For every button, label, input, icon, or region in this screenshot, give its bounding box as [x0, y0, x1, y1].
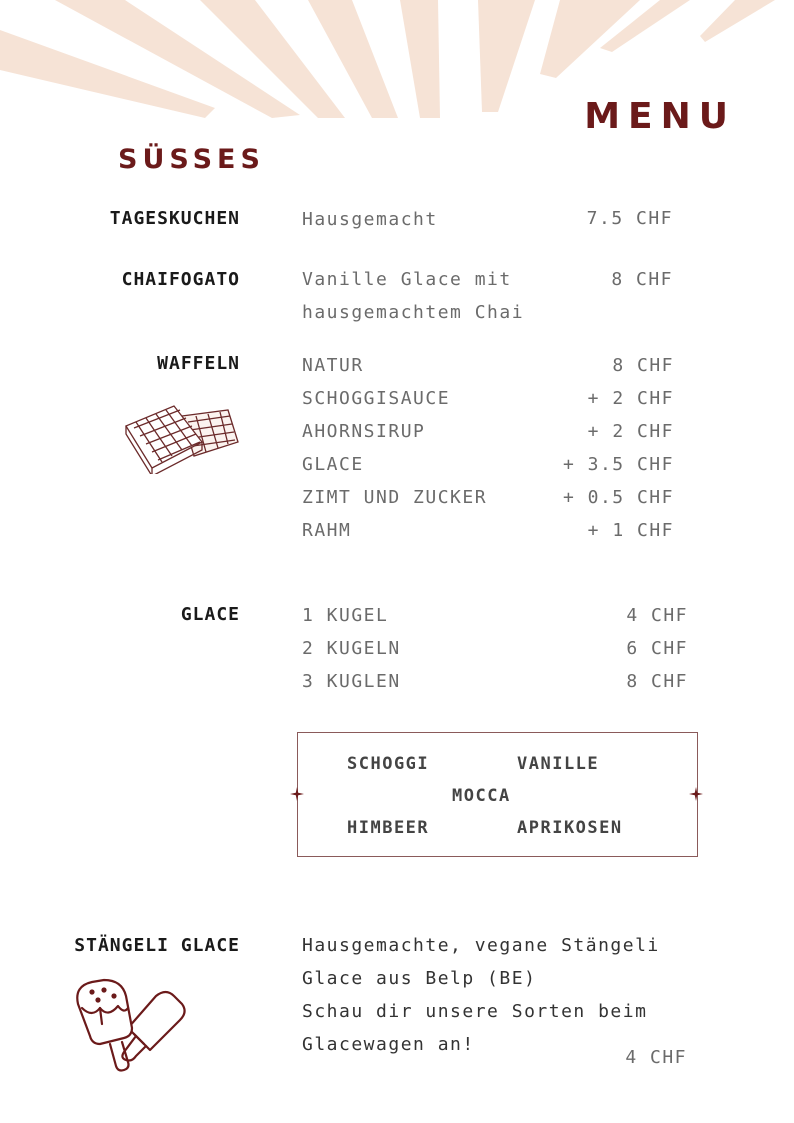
sparkle-icon	[689, 787, 703, 801]
menu-title: MENU	[584, 96, 736, 137]
flavor-item: VANILLE	[517, 754, 600, 774]
option-label: SCHOGGISAUCE	[302, 388, 451, 409]
flavor-item: APRIKOSEN	[517, 818, 623, 838]
option-label: ZIMT UND ZUCKER	[302, 487, 488, 508]
waffeln-option	[302, 355, 674, 388]
sparkle-icon	[290, 787, 304, 801]
option-label: 2 KUGELN	[302, 638, 401, 659]
category-chaifogato: CHAIFOGATO	[121, 269, 240, 290]
option-label: RAHM	[302, 520, 352, 541]
option-price: + 0.5 CHF	[562, 487, 674, 508]
waffeln-option	[302, 421, 674, 454]
staengeli-description-line: Hausgemachte, vegane Stängeli	[302, 935, 660, 956]
staengeli-description-line: Schau dir unsere Sorten beim	[302, 1001, 648, 1022]
chaifogato-price: 8 CHF	[611, 269, 673, 290]
waffeln-option	[302, 454, 674, 487]
option-price: 8 CHF	[612, 355, 674, 376]
option-label: 1 KUGEL	[302, 605, 389, 626]
category-staengeli-glace: STÄNGELI GLACE	[74, 935, 240, 956]
staengeli-description-line: Glace aus Belp (BE)	[302, 968, 537, 989]
option-price: + 2 CHF	[587, 421, 674, 442]
option-price: + 2 CHF	[587, 388, 674, 409]
glace-option	[302, 605, 688, 638]
option-price: 4 CHF	[626, 605, 688, 626]
option-label: GLACE	[302, 454, 364, 475]
staengeli-price: 4 CHF	[625, 1047, 687, 1068]
flavor-item: SCHOGGI	[347, 754, 430, 774]
option-label: 3 KUGLEN	[302, 671, 401, 692]
waffeln-option	[302, 388, 674, 421]
chaifogato-description-line1: Vanille Glace mit	[302, 269, 512, 290]
glace-option	[302, 671, 688, 704]
popsicle-icon	[70, 978, 188, 1074]
waffle-icon	[122, 402, 242, 474]
flavor-item: MOCCA	[452, 786, 511, 806]
glace-option	[302, 638, 688, 671]
tageskuchen-description: Hausgemacht	[302, 209, 438, 230]
chaifogato-description-line2: hausgemachtem Chai	[302, 302, 525, 323]
flavor-box	[297, 732, 698, 857]
flavor-item: HIMBEER	[347, 818, 430, 838]
option-price: 8 CHF	[626, 671, 688, 692]
category-tageskuchen: TAGESKUCHEN	[109, 208, 240, 229]
option-label: NATUR	[302, 355, 364, 376]
option-price: + 3.5 CHF	[562, 454, 674, 475]
waffeln-option	[302, 487, 674, 520]
tageskuchen-price: 7.5 CHF	[586, 208, 673, 229]
option-price: + 1 CHF	[587, 520, 674, 541]
option-label: AHORNSIRUP	[302, 421, 426, 442]
category-waffeln: WAFFELN	[157, 353, 240, 374]
waffeln-option	[302, 520, 674, 553]
section-title: SÜSSES	[118, 144, 265, 175]
option-price: 6 CHF	[626, 638, 688, 659]
staengeli-description-line: Glacewagen an!	[302, 1034, 475, 1055]
category-glace: GLACE	[180, 604, 240, 625]
